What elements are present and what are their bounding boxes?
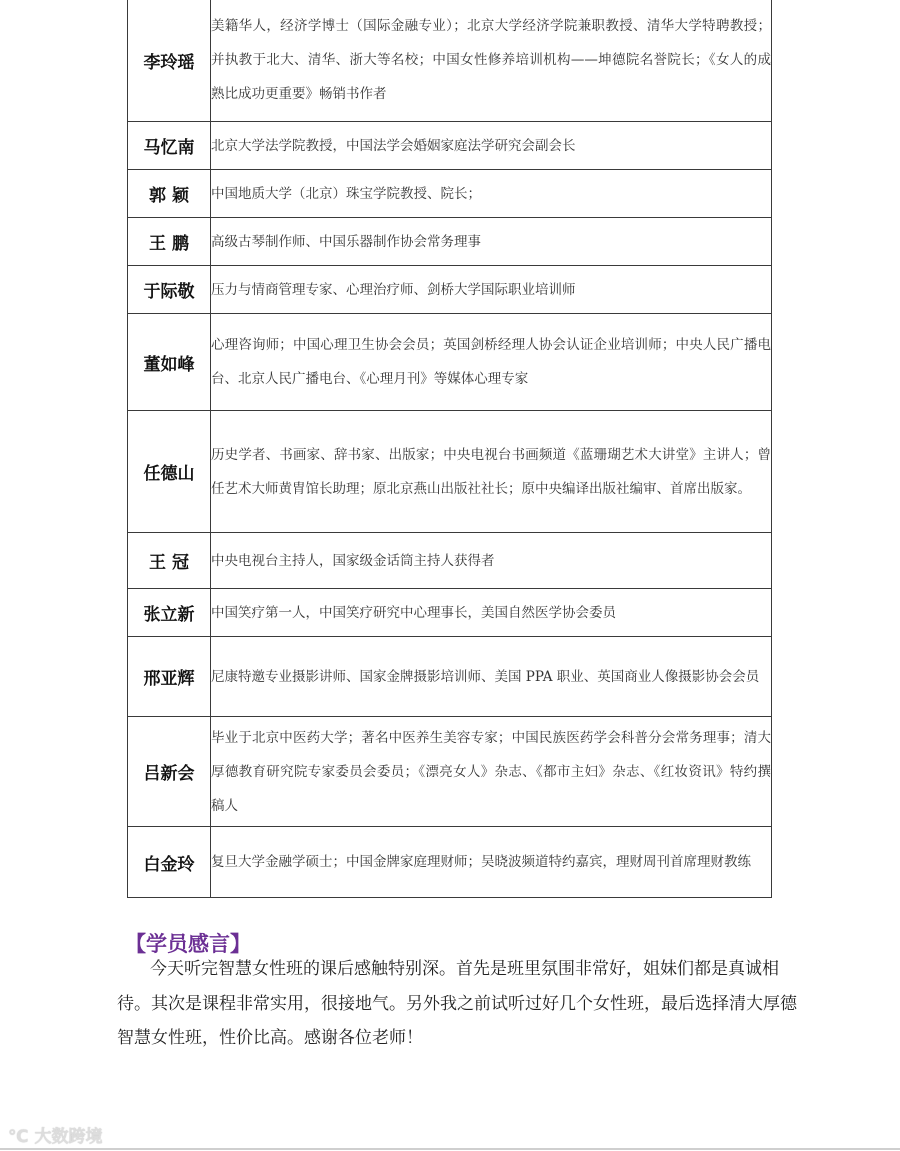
- faculty-name: 董如峰: [128, 314, 211, 411]
- faculty-name: 王 鹏: [128, 218, 211, 266]
- faculty-name: 于际敬: [128, 266, 211, 314]
- faculty-row: [128, 218, 772, 266]
- faculty-description: 高级古琴制作师、中国乐器制作协会常务理事: [211, 218, 772, 266]
- faculty-description: 尼康特邀专业摄影讲师、国家金牌摄影培训师、美国 PPA 职业、英国商业人像摄影协会会员: [211, 637, 772, 717]
- faculty-name: 王 冠: [128, 533, 211, 589]
- faculty-name: 马忆南: [128, 122, 211, 170]
- faculty-row: [128, 637, 772, 717]
- faculty-row: [128, 170, 772, 218]
- faculty-row: [128, 533, 772, 589]
- faculty-description: 历史学者、书画家、辞书家、出版家；中央电视台书画频道《蓝珊瑚艺术大讲堂》主讲人；曾任艺术大师黄胄馆长助理；原北京燕山出版社社长；原中央编译出版社编审、首席出版家。: [211, 411, 772, 533]
- faculty-description: 中央电视台主持人，国家级金话筒主持人获得者: [211, 533, 772, 589]
- watermark-text: 大数跨境: [34, 1127, 103, 1147]
- watermark-icon: ℃: [8, 1127, 35, 1147]
- faculty-row: [128, 266, 772, 314]
- faculty-name: 李玲瑶: [128, 0, 211, 122]
- faculty-name: 张立新: [128, 589, 211, 637]
- faculty-name: 白金玲: [128, 827, 211, 898]
- faculty-row: [128, 717, 772, 827]
- faculty-name: 邢亚辉: [128, 637, 211, 717]
- testimonial-text: 今天听完智慧女性班的课后感触特别深。首先是班里氛围非常好，姐妹们都是真诚相待。其次是课程非常实用，很接地气。另外我之前试听过好几个女性班，最后选择清大厚德智慧女性班，性价比高。感谢各位老师！: [117, 959, 797, 1048]
- faculty-row: [128, 0, 772, 122]
- faculty-row: [128, 314, 772, 411]
- faculty-name: 郭 颖: [128, 170, 211, 218]
- testimonial-heading: 【学员感言】: [125, 932, 251, 956]
- faculty-description: 中国地质大学（北京）珠宝学院教授、院长；: [211, 170, 772, 218]
- faculty-row: [128, 122, 772, 170]
- page-bottom-divider: [0, 1148, 900, 1150]
- faculty-description: 北京大学法学院教授，中国法学会婚姻家庭法学研究会副会长: [211, 122, 772, 170]
- faculty-row: [128, 827, 772, 898]
- watermark-logo: [8, 1122, 103, 1147]
- faculty-row: [128, 411, 772, 533]
- faculty-name: 吕新会: [128, 717, 211, 827]
- faculty-description: 复旦大学金融学硕士；中国金牌家庭理财师；吴晓波频道特约嘉宾，理财周刊首席理财教练: [211, 827, 772, 898]
- faculty-description: 毕业于北京中医药大学；著名中医养生美容专家；中国民族医药学会科普分会常务理事；清大厚德教育研究院专家委员会委员；《漂亮女人》杂志、《都市主妇》杂志、《红妆资讯》特约撰稿人: [211, 717, 772, 827]
- faculty-description: 中国笑疗第一人，中国笑疗研究中心理事长，美国自然医学协会委员: [211, 589, 772, 637]
- faculty-row: [128, 589, 772, 637]
- faculty-name: 任德山: [128, 411, 211, 533]
- faculty-description: 心理咨询师；中国心理卫生协会会员；英国剑桥经理人协会认证企业培训师；中央人民广播电台、北京人民广播电台、《心理月刊》等媒体心理专家: [211, 314, 772, 411]
- faculty-table: [127, 0, 772, 898]
- faculty-description: 压力与情商管理专家、心理治疗师、剑桥大学国际职业培训师: [211, 266, 772, 314]
- faculty-description: 美籍华人，经济学博士（国际金融专业）；北京大学经济学院兼职教授、清华大学特聘教授；并执教于北大、清华、浙大等名校；中国女性修养培训机构——坤德院名誉院长；《女人的成熟比成功更重要》畅销书作者: [211, 0, 772, 122]
